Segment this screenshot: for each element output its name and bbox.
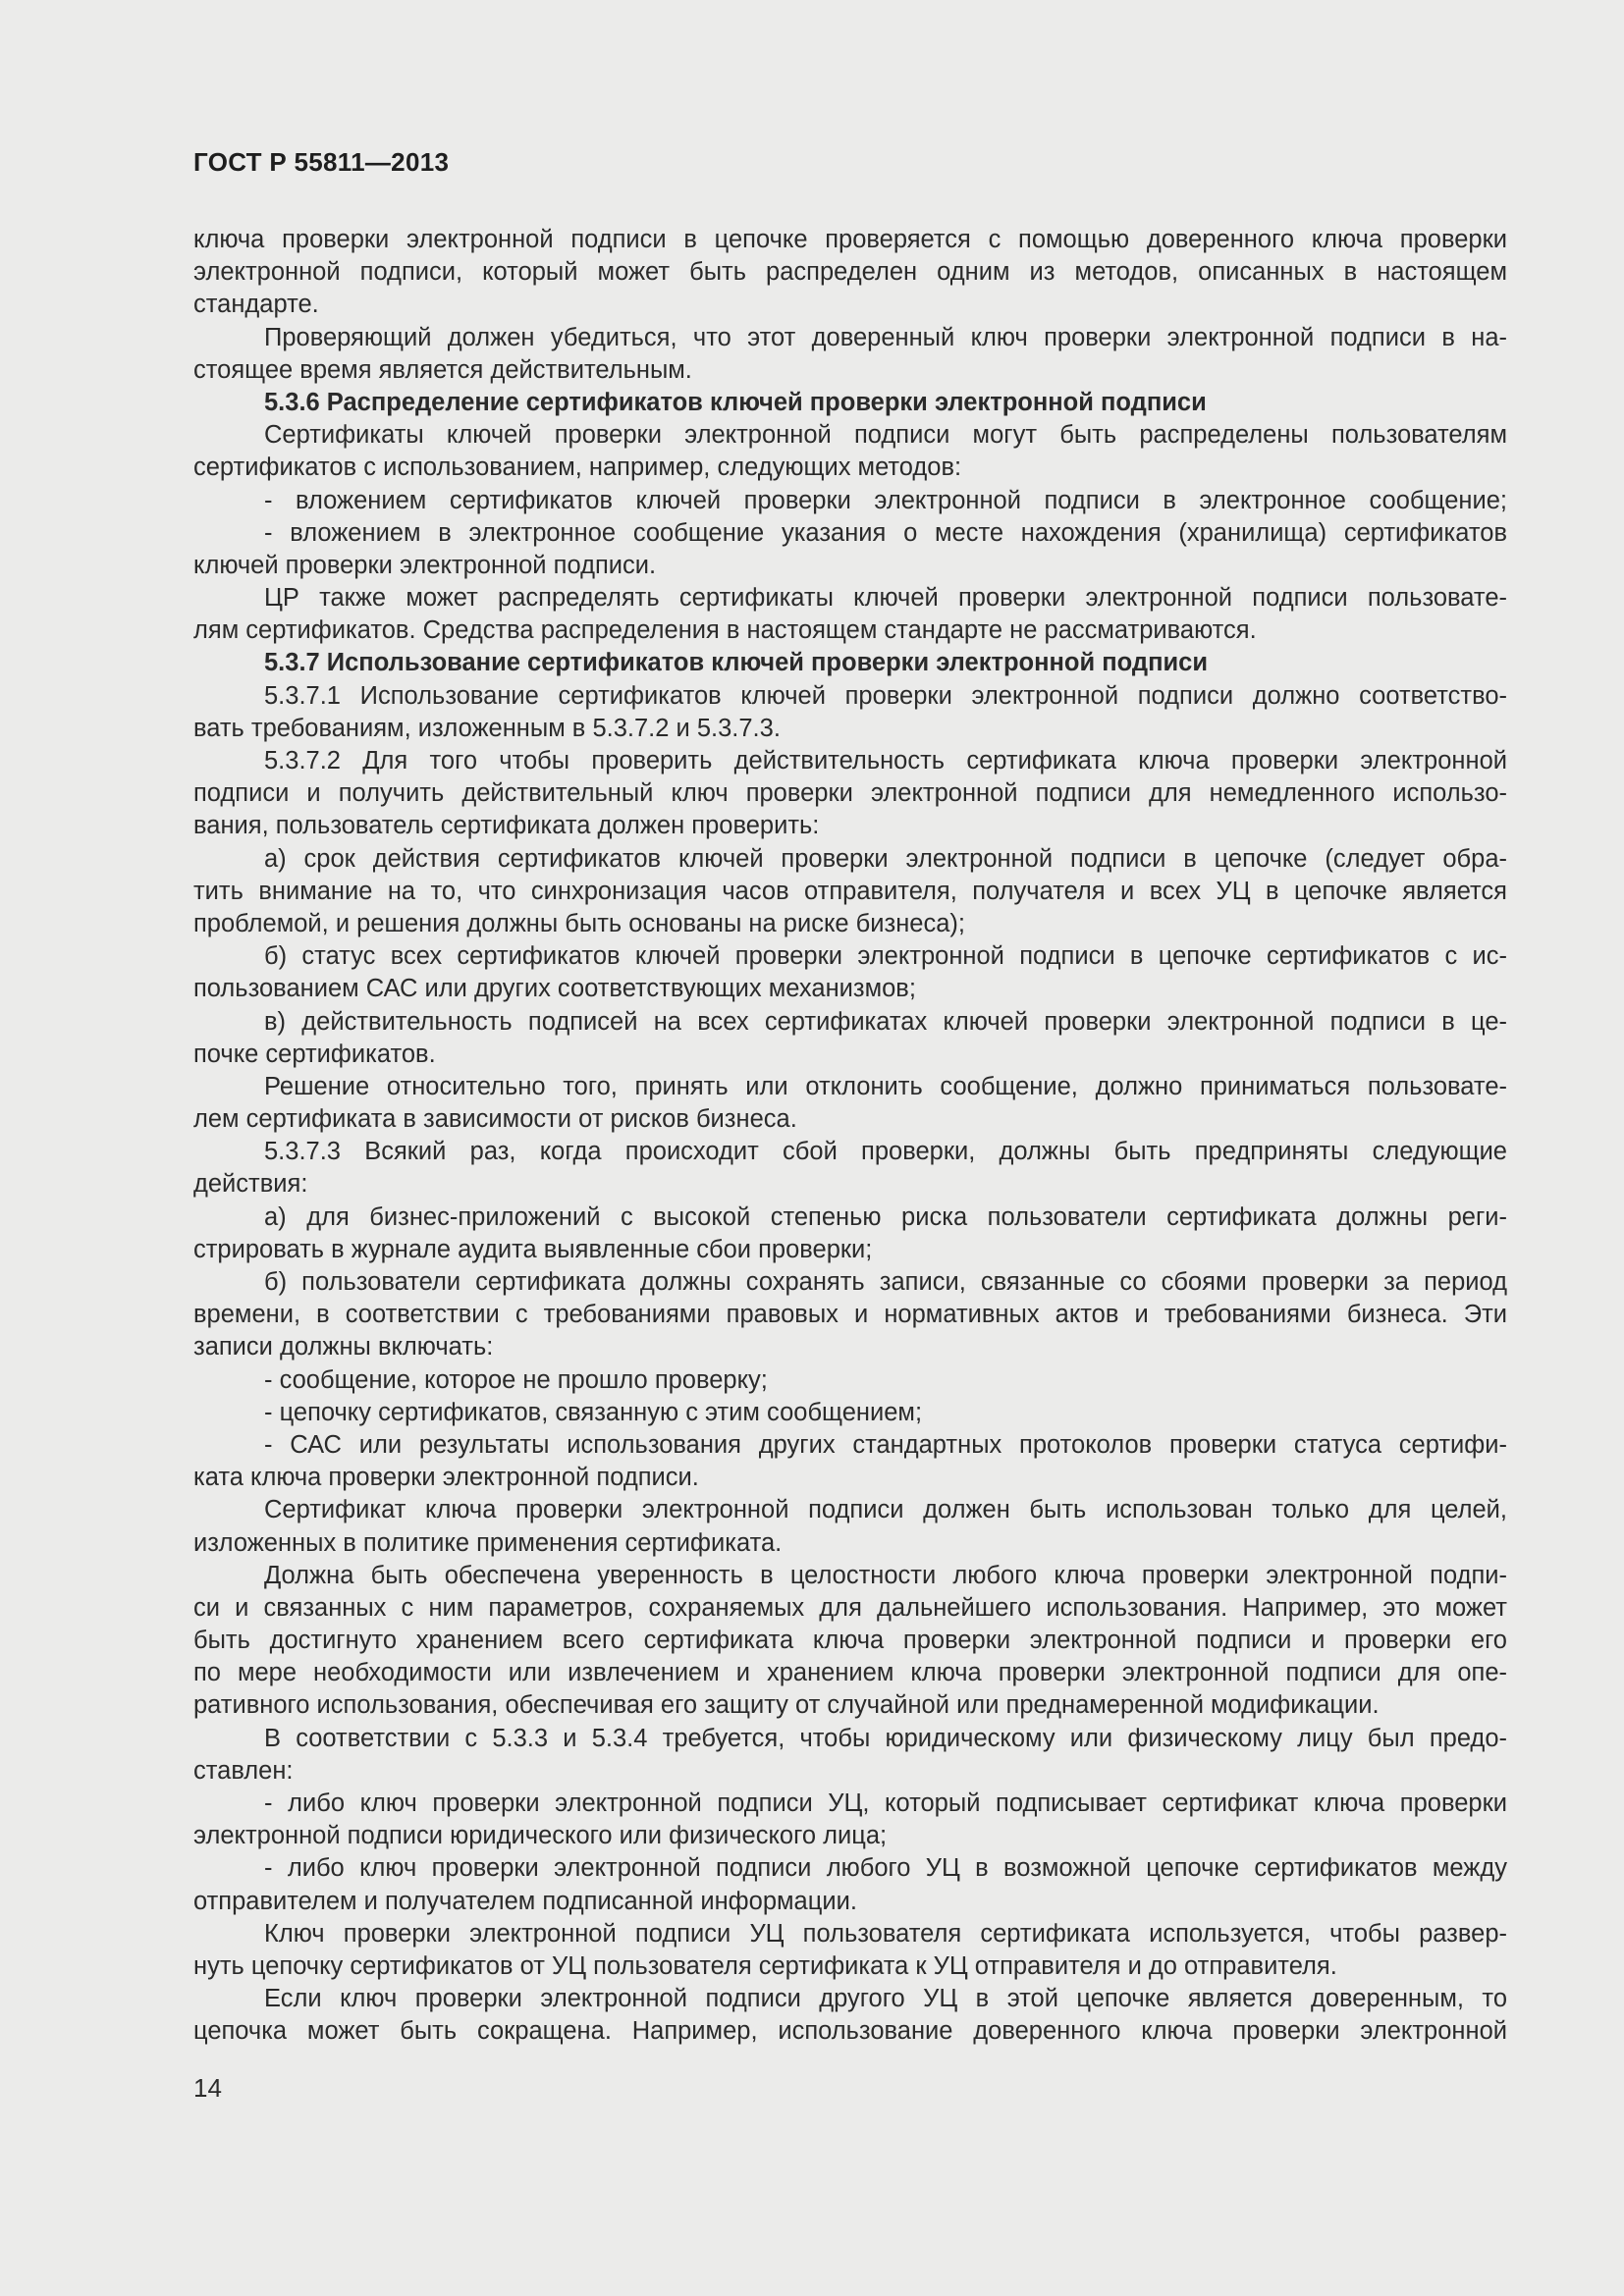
- text-line: вать требованиям, изложенным в 5.3.7.2 и 5.3.7.3.: [193, 714, 781, 742]
- text-line: ративного использования, обеспечивая его защиту от случайной или преднамеренной модификации.: [193, 1691, 1380, 1720]
- text-line: ЦР также может распределять сертификаты ключей проверки электронной подписи пользовате-: [264, 584, 1507, 613]
- text-line: лем сертификата в зависимости от рисков бизнеса.: [193, 1105, 797, 1134]
- standard-header: ГОСТ Р 55811—2013: [193, 147, 450, 177]
- list-item: - либо ключ проверки электронной подписи любого УЦ в возможной цепочке сертификатов между: [264, 1854, 1507, 1883]
- text-line: Ключ проверки электронной подписи УЦ пользователя сертификата используется, чтобы развер-: [264, 1919, 1507, 1948]
- text-line: Должна быть обеспечена уверенность в целостности любого ключа проверки электронной подпи-: [264, 1561, 1507, 1589]
- text-line: быть достигнуто хранением всего сертификата ключа проверки электронной подписи и проверки его: [193, 1627, 1507, 1655]
- text-line: по мере необходимости или извлечением и хранением ключа проверки электронной подписи для опе-: [193, 1659, 1507, 1687]
- list-item: а) для бизнес-приложений с высокой степенью риска пользователи сертификата должны реги-: [264, 1202, 1507, 1231]
- text-line: проблемой, и решения должны быть основаны на риске бизнеса);: [193, 909, 965, 937]
- text-line: подписи и получить действительный ключ проверки электронной подписи для немедленного использо-: [193, 779, 1507, 808]
- text-line: отправителем и получателем подписанной информации.: [193, 1887, 857, 1915]
- text-line: времени, в соответствии с требованиями правовых и нормативных актов и требованиями бизнеса. Эти: [193, 1301, 1507, 1329]
- text-line: стандарте.: [193, 291, 319, 319]
- text-line: ключа проверки электронной подписи в цепочке проверяется с помощью доверенного ключа проверки: [193, 226, 1507, 253]
- text-line: почке сертификатов.: [193, 1040, 436, 1068]
- list-item: а) срок действия сертификатов ключей проверки электронной подписи в цепочке (следует обра-: [264, 844, 1507, 873]
- section-heading: 5.3.6 Распределение сертификатов ключей проверки электронной подписи: [264, 388, 1207, 416]
- text-line: пользованием САС или других соответствующих механизмов;: [193, 975, 916, 1003]
- list-item: - вложением в электронное сообщение указания о месте нахождения (хранилища) сертификатов: [264, 518, 1507, 547]
- text-line: Сертификат ключа проверки электронной подписи должен быть использован только для целей,: [264, 1496, 1507, 1524]
- text-line: сертификатов с использованием, например, следующих методов:: [193, 454, 962, 482]
- text-line: действия:: [193, 1170, 308, 1199]
- text-line: ставлен:: [193, 1756, 294, 1785]
- document-body: [193, 224, 1507, 2049]
- text-line: 5.3.7.2 Для того чтобы проверить действительность сертификата ключа проверки электронной: [264, 747, 1507, 774]
- text-line: нуть цепочку сертификатов от УЦ пользователя сертификата к УЦ отправителя и до отправителя.: [193, 1951, 1337, 1980]
- text-line: электронной подписи юридического или физического лица;: [193, 1822, 888, 1850]
- text-line: 5.3.7.1 Использование сертификатов ключей проверки электронной подписи должно соответство-: [264, 681, 1507, 710]
- list-item: б) пользователи сертификата должны сохранять записи, связанные со сбоями проверки за период: [264, 1268, 1507, 1296]
- section-heading: 5.3.7 Использование сертификатов ключей проверки электронной подписи: [264, 649, 1209, 677]
- list-item: - САС или результаты использования других стандартных протоколов проверки статуса сертифи-: [264, 1430, 1507, 1459]
- text-line: ключей проверки электронной подписи.: [193, 551, 657, 579]
- text-line: стрировать в журнале аудита выявленные сбои проверки;: [193, 1235, 873, 1263]
- text-line: си и связанных с ним параметров, сохраняемых для дальнейшего использования. Например, это может: [193, 1593, 1507, 1622]
- list-item: б) статус всех сертификатов ключей проверки электронной подписи в цепочке сертификатов с ис-: [264, 942, 1507, 971]
- page-number: 14: [193, 2073, 222, 2103]
- text-line: цепочка может быть сокращена. Например, использование доверенного ключа проверки электронной: [193, 2017, 1507, 2046]
- text-line: изложенных в политике применения сертификата.: [193, 1528, 783, 1557]
- text-line: Сертификаты ключей проверки электронной подписи могут быть распределены пользователям: [264, 421, 1507, 450]
- text-line: лям сертификатов. Средства распределения в настоящем стандарте не рассматриваются.: [193, 616, 1257, 645]
- text-line: Проверяющий должен убедиться, что этот доверенный ключ проверки электронной подписи в на-: [264, 323, 1507, 351]
- text-line: стоящее время является действительным.: [193, 355, 692, 384]
- text-line: тить внимание на то, что синхронизация часов отправителя, получателя и всех УЦ в цепочке является: [193, 877, 1507, 905]
- list-item: - либо ключ проверки электронной подписи УЦ, который подписывает сертификат ключа проверки: [264, 1789, 1507, 1817]
- list-item: - цепочку сертификатов, связанную с этим сообщением;: [264, 1398, 923, 1426]
- text-line: записи должны включать:: [193, 1333, 494, 1362]
- text-line: ката ключа проверки электронной подписи.: [193, 1464, 699, 1492]
- text-line: Если ключ проверки электронной подписи другого УЦ в этой цепочке является доверенным, то: [264, 1985, 1507, 2013]
- list-item: в) действительность подписей на всех сертификатах ключей проверки электронной подписи в це-: [264, 1007, 1507, 1036]
- text-line: 5.3.7.3 Всякий раз, когда происходит сбой проверки, должны быть предприняты следующие: [264, 1138, 1507, 1166]
- text-line: В соответствии с 5.3.3 и 5.3.4 требуется, чтобы юридическому или физическому лицу был предо-: [264, 1724, 1507, 1752]
- text-line: вания, пользователь сертификата должен проверить:: [193, 812, 820, 840]
- text-line: Решение относительно того, принять или отклонить сообщение, должно приниматься пользовате-: [264, 1072, 1507, 1100]
- list-item: - вложением сертификатов ключей проверки электронной подписи в электронное сообщение;: [264, 486, 1507, 514]
- text-line: электронной подписи, который может быть распределен одним из методов, описанных в настоящем: [193, 258, 1507, 287]
- list-item: - сообщение, которое не прошло проверку;: [264, 1365, 768, 1394]
